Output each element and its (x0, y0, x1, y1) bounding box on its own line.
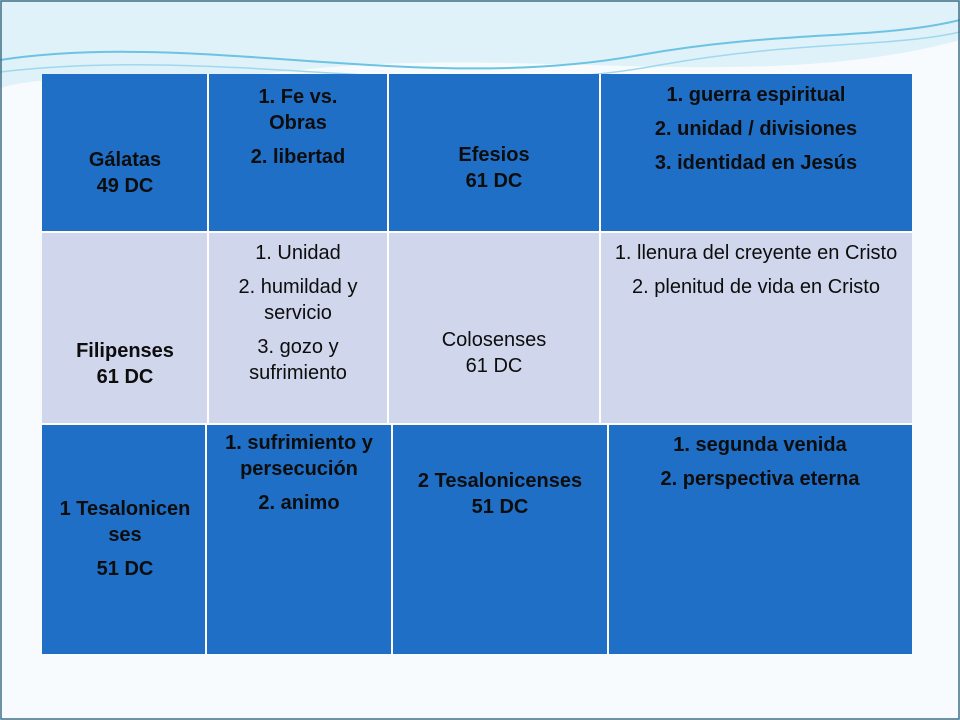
letter-name-filipenses (42, 232, 208, 424)
column-divider (607, 424, 609, 654)
letter-name-1-tesalonicenses (42, 424, 208, 654)
topic-item: 1. llenura del creyente en Cristo (614, 242, 898, 264)
letter-date: 61 DC (96, 366, 154, 388)
letter-title: Gálatas (88, 149, 162, 171)
letter-date: 49 DC (96, 175, 154, 197)
letter-name-galatas (42, 74, 208, 232)
topic-item: 1. sufrimiento y persecución (225, 432, 373, 480)
topics-galatas (208, 74, 388, 232)
row-divider (42, 423, 912, 425)
topic-item: 2. unidad / divisiones (654, 118, 858, 140)
letter-title: Filipenses (76, 340, 174, 362)
topics-colosenses (600, 232, 912, 424)
topic-item: 2. animo (258, 492, 340, 514)
letter-title: 1 Tesalonicen ses (59, 498, 191, 546)
letter-name-2-tesalonicenses (392, 424, 608, 654)
column-divider (599, 74, 601, 424)
topic-item: 3. identidad en Jesús (654, 152, 858, 174)
topic-item: 1. guerra espiritual (666, 84, 846, 106)
row-divider (42, 231, 912, 233)
letter-date: 61 DC (465, 355, 523, 377)
topics-1-tesalonicenses (206, 424, 392, 654)
topics-2-tesalonicenses (608, 424, 912, 654)
topics-filipenses (208, 232, 388, 424)
topic-item: 2. perspectiva eterna (660, 468, 860, 490)
topic-item: 2. humildad y servicio (238, 276, 358, 324)
column-divider (205, 424, 207, 654)
letter-date: 61 DC (465, 170, 523, 192)
letter-date: 51 DC (471, 496, 529, 518)
letter-date: 51 DC (96, 558, 154, 580)
topic-item: 1. segunda venida (673, 434, 847, 456)
topic-item: 2. plenitud de vida en Cristo (632, 276, 880, 298)
letter-title: 2 Tesalonicenses (417, 470, 583, 492)
topics-efesios (600, 74, 912, 232)
column-divider (391, 424, 393, 654)
letter-title: Efesios (458, 144, 530, 166)
topic-item: 1. Fe vs. Obras (258, 86, 338, 134)
column-divider (207, 74, 209, 424)
topic-item: 1. Unidad (255, 242, 341, 264)
topic-item: 2. libertad (250, 146, 346, 168)
column-divider (387, 74, 389, 424)
letter-title: Colosenses (441, 329, 547, 351)
letter-name-efesios (388, 74, 600, 232)
topic-item: 3. gozo y sufrimiento (249, 336, 347, 384)
letter-name-colosenses (388, 232, 600, 424)
